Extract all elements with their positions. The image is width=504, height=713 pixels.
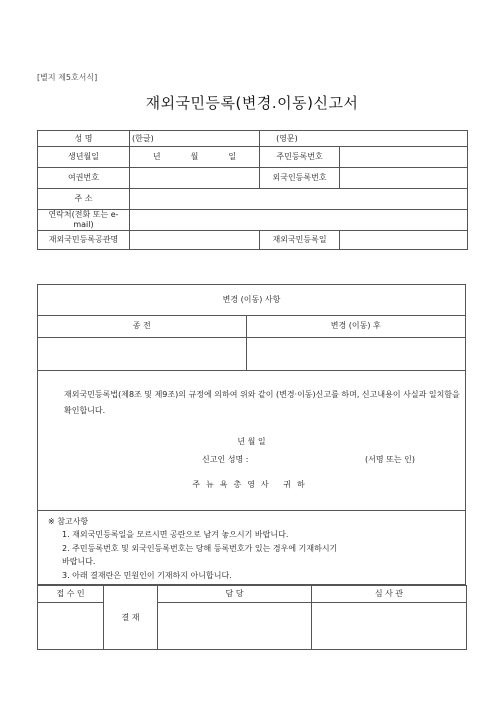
before-label: 종 전 [38, 315, 246, 337]
reviewer-label: 심 사 관 [312, 586, 467, 603]
name-korean-field[interactable]: (한글) [130, 131, 260, 147]
contact-field[interactable] [130, 210, 468, 231]
after-label: 변경 (이동) 후 [246, 315, 465, 337]
note-item: 1. 재외국민등록일을 모르시면 공란으로 남겨 놓으시기 바랍니다. [62, 530, 289, 539]
contact-label: 연락처(전화 또는 e-mail) [38, 210, 130, 231]
name-english-field[interactable] [260, 131, 468, 147]
approval-table [37, 585, 467, 650]
address-field[interactable] [130, 189, 468, 210]
declaration-text: 재외국민등록법(제8조 및 제9조)의 규정에 의하여 위와 같이 (변경·이동)신고를 하며, 신고내용이 사실과 일치함을 확인합니다. [64, 390, 460, 415]
declaration-date: 년 월 일 [237, 437, 266, 446]
notes-title: ※ 참고사항 [48, 517, 89, 526]
name-label: 성 명 [38, 131, 130, 147]
change-section [37, 284, 466, 511]
reg-date-field[interactable] [340, 231, 468, 250]
reviewer-field[interactable] [312, 603, 467, 650]
english-label: (영문) [276, 133, 298, 143]
passport-label: 여권번호 [38, 168, 130, 189]
day-label: 일 [228, 152, 237, 161]
manager-field[interactable] [158, 603, 312, 650]
receipt-label: 접 수 인 [38, 586, 104, 603]
resident-no-label: 주민등록번호 [260, 147, 340, 168]
manager-label: 담 당 [158, 586, 312, 603]
signature-mark: (서명 또는 인) [365, 455, 415, 464]
foreigner-no-label: 외국인등록번호 [260, 168, 340, 189]
note-item: 바랍니다. [62, 557, 96, 566]
year-label: 년 [152, 152, 161, 161]
birth-date-field[interactable] [130, 147, 260, 168]
note-item: 3. 아래 결재란은 민원인이 기재하지 아니합니다. [62, 571, 232, 580]
foreigner-no-field[interactable] [340, 168, 468, 189]
resident-no-field[interactable] [340, 147, 468, 168]
month-label: 월 [190, 152, 199, 161]
before-field[interactable] [38, 337, 246, 370]
reg-date-label: 재외국민등록일 [260, 231, 340, 250]
address-label: 주 소 [38, 189, 130, 210]
change-table [38, 285, 465, 371]
passport-field[interactable] [130, 168, 260, 189]
notes-section [37, 511, 466, 585]
change-section-title: 변경 (이동) 사항 [38, 285, 465, 315]
note-item: 2. 주민등록번호 및 외국인등록번호는 당해 등록번호가 있는 경우에 기재하시기 [62, 544, 338, 553]
form-number: [별지 제5호서식] [37, 73, 98, 82]
signer-name-label: 신고인 성명 : [202, 455, 249, 464]
office-label: 재외국민등록공관명 [38, 231, 130, 250]
recipient: 주뉴욕총영사 귀하 [192, 480, 311, 489]
approval-label: 결 재 [104, 586, 158, 650]
applicant-table [37, 130, 468, 250]
receipt-field[interactable] [38, 603, 104, 650]
birth-label: 생년월일 [38, 147, 130, 168]
office-field[interactable] [130, 231, 260, 250]
form-title: 재외국민등록(변경.이동)신고서 [145, 94, 359, 112]
after-field[interactable] [246, 337, 465, 370]
